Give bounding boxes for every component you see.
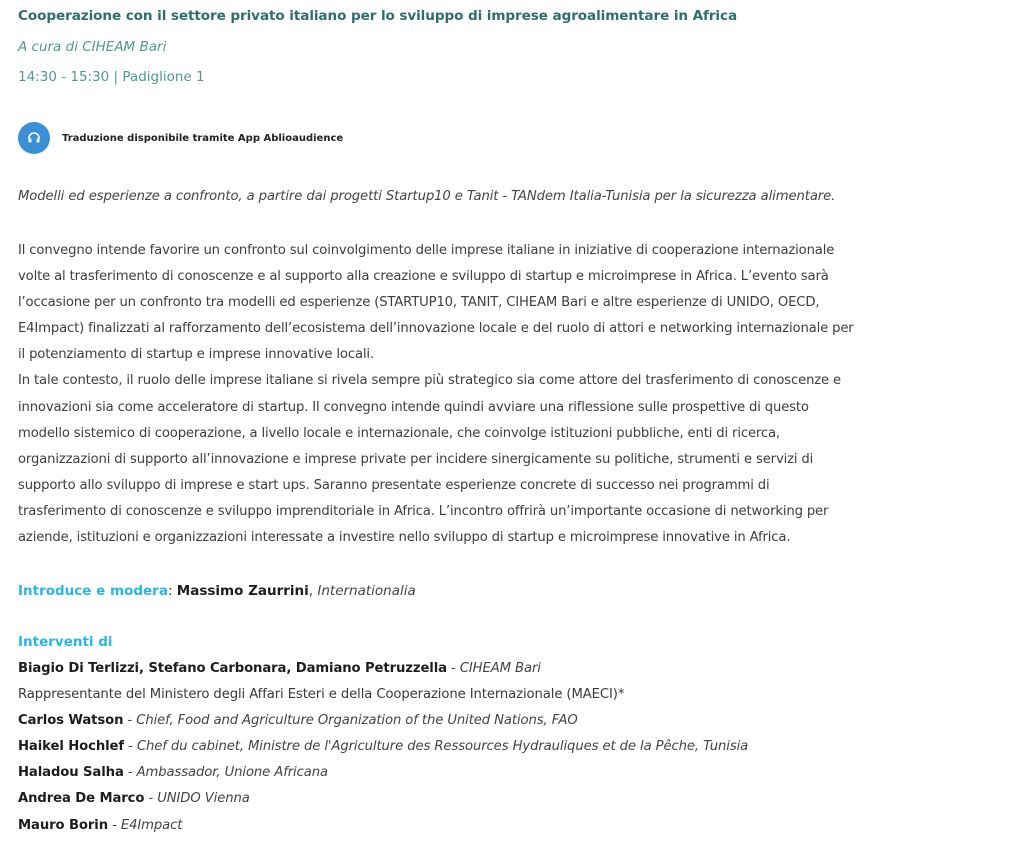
event-time-place: 14:30 - 15:30 | Padiglione 1 bbox=[18, 69, 205, 85]
moderator-comma: , bbox=[308, 583, 318, 599]
translation-notice[interactable] bbox=[18, 122, 343, 154]
description-line: Il convegno intende favorire un confronto sul coinvolgimento delle imprese italiane in iniziative di cooperazione internazionale bbox=[18, 243, 835, 258]
speaker-name: Haikel Hochlef bbox=[18, 739, 125, 755]
description-line: trasferimento di conoscenze e sviluppo imprenditoriale in Africa. L’incontro offrirà un’importante occasione di networking per bbox=[18, 503, 829, 519]
speaker-row bbox=[18, 786, 748, 812]
speaker-plain: Rappresentante del Ministero degli Affari Esteri e della Cooperazione Internazionale (MAECI)* bbox=[18, 687, 625, 703]
description-line: volte al trasferimento di conoscenze e al supporto alla creazione e sviluppo di startup e microimprese in Africa. L’evento sarà bbox=[18, 269, 829, 285]
speaker-row bbox=[18, 682, 748, 708]
description-line: innovazioni sia come acceleratore di startup. Il convegno intende quindi avviare una riflessione sulle prospettive di questo bbox=[18, 399, 809, 415]
speakers-list bbox=[18, 656, 748, 839]
description-line: supporto allo sviluppo di imprese e start ups. Saranno presentate esperienze concrete di successo nei programmi di bbox=[18, 477, 770, 493]
speaker-separator: - bbox=[123, 765, 137, 781]
headphones-icon bbox=[18, 122, 50, 154]
speaker-role: Chef du cabinet, Ministre de l'Agriculture des Ressources Hydrauliques et de la Pêche, Tunisia bbox=[136, 739, 749, 755]
speaker-name: Carlos Watson bbox=[18, 713, 124, 729]
speaker-separator: - bbox=[123, 713, 137, 729]
speaker-separator: - bbox=[446, 661, 460, 676]
speaker-separator: - bbox=[108, 817, 121, 833]
speaker-role: Chief, Food and Agriculture Organization of the United Nations, FAO bbox=[136, 713, 578, 729]
moderator-line bbox=[18, 583, 416, 599]
speaker-role: E4Impact bbox=[120, 817, 183, 833]
speaker-row bbox=[18, 734, 748, 760]
event-title: Cooperazione con il settore privato italiano per lo sviluppo di imprese agroalimentare in Africa bbox=[18, 8, 738, 24]
speaker-name: Mauro Borin bbox=[18, 817, 108, 833]
description-line: organizzazioni di supporto all’innovazione e imprese private per incidere sinergicamente su politiche, strumenti e servizi di bbox=[18, 451, 814, 467]
speaker-name: Andrea De Marco bbox=[18, 791, 145, 807]
speakers-heading: Interventi di bbox=[18, 634, 113, 650]
event-lead: Modelli ed esperienze a confronto, a partire dai progetti Startup10 e Tanit - TANdem Italia-Tunisia per la sicurezza alimentare. bbox=[18, 189, 836, 204]
speaker-name: Biagio Di Terlizzi, Stefano Carbonara, Damiano Petruzzella bbox=[18, 661, 447, 676]
speaker-name: Haladou Salha bbox=[18, 765, 124, 781]
speaker-separator: - bbox=[144, 791, 158, 807]
description-line: il potenziamento di startup e imprese innovative locali. bbox=[18, 347, 374, 363]
moderator-label: Introduce e modera bbox=[18, 583, 168, 599]
speaker-role: Ambassador, Unione Africana bbox=[136, 765, 328, 781]
description-line: aziende, istituzioni e organizzazioni interessate a investire nello sviluppo di startup e microimprese innovative in Africa. bbox=[18, 530, 791, 546]
moderator-colon: : bbox=[167, 583, 177, 599]
event-description bbox=[18, 238, 1008, 551]
speaker-row bbox=[18, 760, 748, 786]
event-curator: A cura di CIHEAM Bari bbox=[18, 39, 167, 55]
speaker-row bbox=[18, 813, 748, 839]
description-line: In tale contesto, il ruolo delle imprese italiane si rivela sempre più strategico sia come attore del trasferimento di conoscenze e bbox=[18, 373, 842, 389]
speaker-role: CIHEAM Bari bbox=[459, 661, 541, 676]
description-line: E4Impact) finalizzati al rafforzamento dell’ecosistema dell’innovazione locale e del ruolo di attori e networking internazionale per bbox=[18, 321, 854, 337]
speaker-separator: - bbox=[124, 739, 137, 755]
speaker-role: UNIDO Vienna bbox=[157, 791, 250, 807]
moderator-org: Internationalia bbox=[317, 583, 416, 599]
speaker-row bbox=[18, 656, 748, 682]
speaker-row bbox=[18, 708, 748, 734]
translation-label: Traduzione disponibile tramite App Ablioaudience bbox=[62, 132, 344, 144]
moderator-name: Massimo Zaurrini bbox=[176, 583, 309, 599]
description-line: modello sistemico di cooperazione, a livello locale e internazionale, che coinvolge istituzioni pubbliche, enti di ricerca, bbox=[18, 425, 780, 441]
description-line: l’occasione per un confronto tra modelli ed esperienze (STARTUP10, TANIT, CIHEAM Bari e altre esperienze di UNIDO, OECD, bbox=[18, 295, 820, 311]
